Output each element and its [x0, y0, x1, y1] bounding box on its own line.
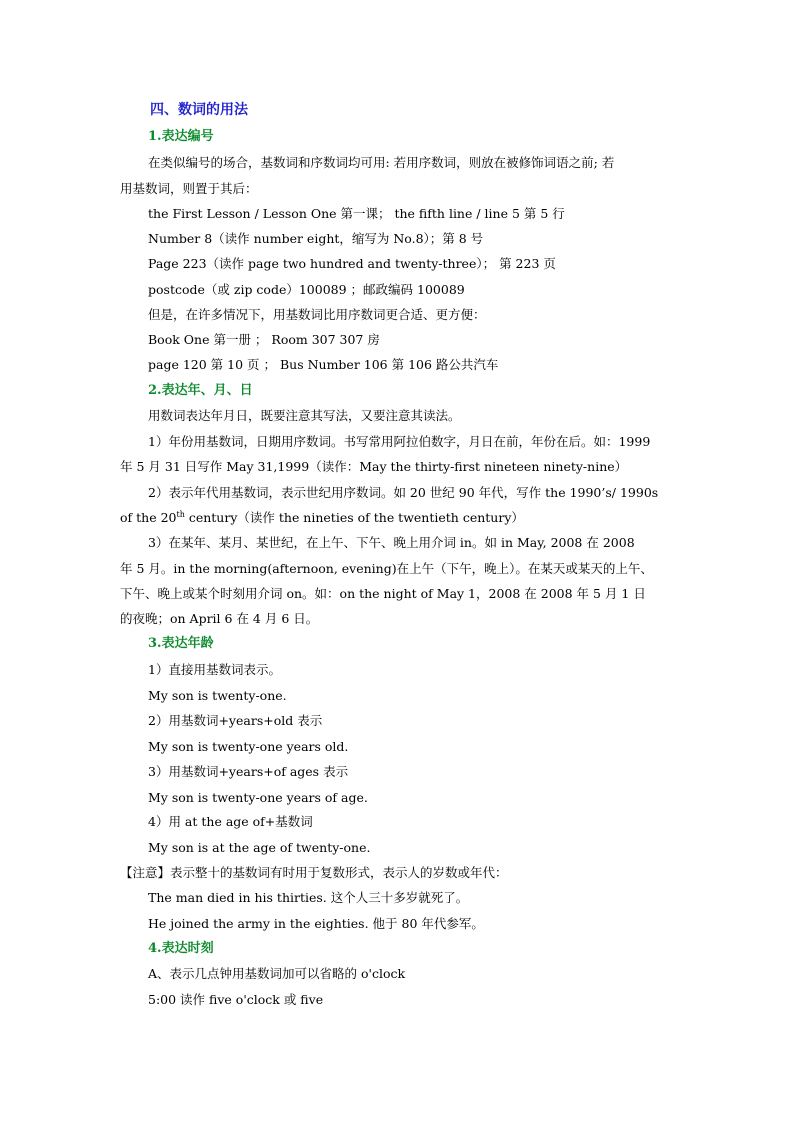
paragraph: 年 5 月 31 日写作 May 31,1999（读作：May the thirty-first nineteen ninety-nine）	[120, 459, 628, 474]
paragraph	[120, 510, 524, 526]
example-line: page 120 第 10 页 ； Bus Number 106 第 106 路公共汽车	[148, 357, 499, 372]
paragraph: 3）在某年、某月、某世纪，在上午、下午、晚上用介词 in。如 in May, 2008 在 2008	[148, 535, 635, 550]
example-line: the First Lesson / Lesson One 第一课； the fifth line / line 5 第 5 行	[148, 206, 565, 221]
example-line: The man died in his thirties. 这个人三十多岁就死了。	[148, 890, 469, 905]
example-line: My son is twenty-one years of age.	[148, 790, 368, 805]
example-line: My son is twenty-one years old.	[148, 739, 349, 754]
text-fragment: of the 20	[120, 510, 177, 525]
rule-line: 1）直接用基数词表示。	[148, 662, 281, 677]
example-line: 5:00 读作 five o'clock 或 five	[148, 992, 324, 1007]
paragraph: 用基数词，则置于其后：	[120, 181, 258, 196]
example-line: Number 8（读作 number eight，缩写为 No.8）；第 8 号	[148, 231, 484, 246]
rule-line: 3）用基数词+years+of ages 表示	[148, 764, 349, 779]
heading-dates: 2.表达年、月、日	[148, 383, 253, 398]
superscript: th	[176, 509, 185, 519]
paragraph: 用数词表达年月日，既要注意其写法，又要注意其读法。	[148, 408, 461, 423]
example-line: postcode（或 zip code）100089 ；邮政编码 100089	[148, 282, 465, 297]
heading-time: 4.表达时刻	[148, 941, 214, 956]
example-line: He joined the army in the eighties. 他于 80 年代参军。	[148, 916, 484, 931]
text-fragment: century（读作 the nineties of the twentieth century）	[184, 510, 524, 525]
example-line: Book One 第一册 ； Room 307 307 房	[148, 332, 380, 347]
note-line: 【注意】表示整十的基数词有时用于复数形式，表示人的岁数或年代：	[120, 865, 508, 880]
paragraph: 在类似编号的场合，基数词和序数词均可用: 若用序数词，则放在被修饰词语之前; 若	[148, 155, 615, 170]
paragraph: 的夜晚；on April 6 在 4 月 6 日。	[120, 611, 319, 626]
paragraph: 年 5 月。in the morning(afternoon, evening)在上午（下午，晚上）。在某天或某天的上午、	[120, 561, 653, 576]
example-line: Page 223（读作 page two hundred and twenty-three）； 第 223 页	[148, 256, 556, 271]
paragraph: 1）年份用基数词，日期用序数词。书写常用阿拉伯数字，月日在前，年份在后。如：1999	[148, 434, 651, 449]
section-title: 四、数词的用法	[150, 102, 248, 118]
heading-age: 3.表达年龄	[148, 636, 214, 651]
rule-line: A、表示几点钟用基数词加可以省略的 o'clock	[148, 966, 406, 981]
paragraph: 2）表示年代用基数词，表示世纪用序数词。如 20 世纪 90 年代，写作 the 1990’s/ 1990s	[148, 485, 659, 500]
paragraph: 下午、晚上或某个时刻用介词 on。如：on the night of May 1，2008 在 2008 年 5 月 1 日	[120, 586, 646, 601]
example-line: My son is twenty-one.	[148, 688, 287, 703]
heading-numbering: 1.表达编号	[148, 129, 214, 144]
rule-line: 2）用基数词+years+old 表示	[148, 713, 323, 728]
paragraph: 但是，在许多情况下，用基数词比用序数词更合适、更方便：	[148, 307, 486, 322]
example-line: My son is at the age of twenty-one.	[148, 840, 371, 855]
rule-line: 4）用 at the age of+基数词	[148, 814, 313, 829]
